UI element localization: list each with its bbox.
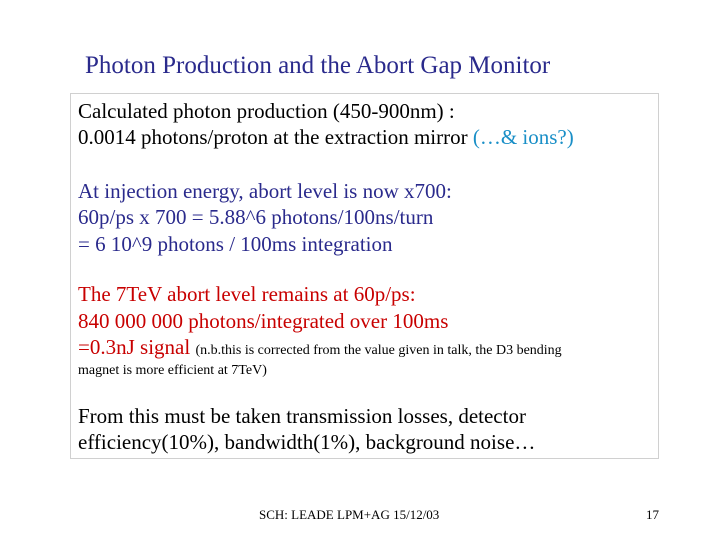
para4-line2: efficiency(10%), bandwidth(1%), background noise…	[78, 430, 536, 454]
para1-line2-wrap	[78, 124, 574, 150]
para3-line3: =0.3nJ signal	[78, 335, 191, 359]
para2-line2: 60p/ps x 700 = 5.88^6 photons/100ns/turn	[78, 205, 434, 229]
para4-line1: From this must be taken transmission losses, detector	[78, 404, 526, 428]
para1-line1: Calculated photon production (450-900nm) :	[78, 99, 455, 123]
para3-line1: The 7TeV abort level remains at 60p/ps:	[78, 282, 416, 306]
para2-line3: = 6 10^9 photons / 100ms integration	[78, 232, 393, 256]
para3-note-part2: magnet is more efficient at 7TeV)	[78, 363, 267, 378]
para3-note-part1: (n.b.this is corrected from the value given in talk, the D3 bending	[195, 343, 562, 358]
para1-line2: 0.0014 photons/proton at the extraction mirror	[78, 125, 468, 149]
slide-title: Photon Production and the Abort Gap Monitor	[85, 52, 551, 79]
para2-line1: At injection energy, abort level is now x700:	[78, 179, 452, 203]
para1-line2-note: (…& ions?)	[472, 125, 574, 149]
para3-line3-wrap	[78, 334, 562, 364]
footer-text: SCH: LEADE LPM+AG 15/12/03	[259, 507, 440, 522]
page-number: 17	[646, 507, 659, 522]
para3-line2: 840 000 000 photons/integrated over 100ms	[78, 309, 449, 333]
